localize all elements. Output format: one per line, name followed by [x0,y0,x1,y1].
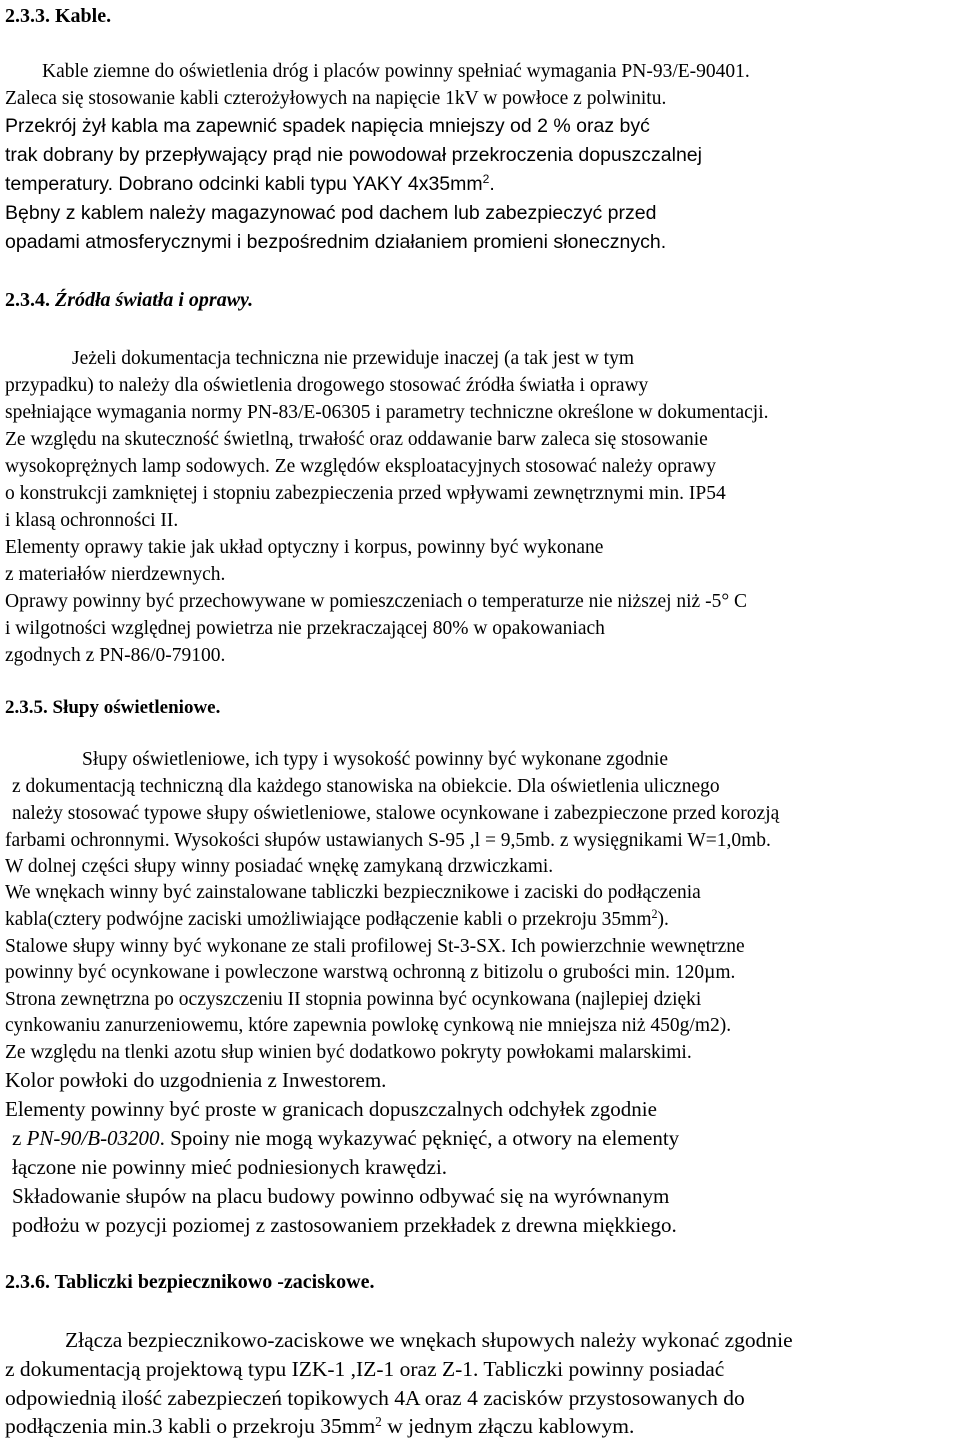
section-title: Źródła światła i oprawy. [55,289,254,311]
text-run: podłączenia min.3 kabli o przekroju 35mm [5,1414,376,1438]
paragraph-line: z materiałów nierdzewnych. [5,564,226,585]
paragraph-line: W dolnej części słupy winny posiadać wnękę zamykaną drzwiczkami. [5,856,554,877]
paragraph-line: Ze względu na skuteczność świetlną, trwałość oraz oddawanie barw zaleca się stosowanie [5,429,708,450]
paragraph-line: trak dobrany by przepływający prąd nie powodował przekroczenia dopuszczalnej [5,144,702,166]
section-heading-2-3-5: 2.3.5. Słupy oświetleniowe. [5,697,221,718]
paragraph-line: łączone nie powinny mieć podniesionych krawędzi. [12,1155,448,1179]
superscript: 2 [482,172,490,187]
text-run: w jednym złączu kablowym. [381,1414,635,1438]
text-run: . Spoiny nie mogą wykazywać pęknięć, a otwory na elementy [159,1126,680,1150]
paragraph-line: Bębny z kablem należy magazynować pod dachem lub zabezpieczyć przed [5,202,657,224]
paragraph-line: odpowiednią ilość zabezpieczeń topikowych 4A oraz 4 zacisków przystosowanych do [5,1386,745,1410]
text-run: . [489,173,495,195]
paragraph-line: powinny być ocynkowane i powleczone warstwą ochronną z bitizolu o grubości min. 120µm. [5,962,736,983]
paragraph-line: Strona zewnętrzna po oczyszczeniu II stopnia powinna być ocynkowana (najlepiej dzięki [5,989,702,1010]
paragraph-line [5,1413,635,1438]
superscript: 2 [375,1413,382,1429]
paragraph-line: Zaleca się stosowanie kabli czterożyłowych na napięcie 1kV w powłoce z polwinitu. [5,88,667,109]
paragraph-line: Elementy powinny być proste w granicach dopuszczalnych odchyłek zgodnie [5,1097,657,1121]
paragraph-line: o konstrukcji zamkniętej i stopniu zabezpieczenia przed wpływami zewnętrznymi min. IP54 [5,483,726,504]
paragraph-line: Ze względu na tlenki azotu słup winien być dodatkowo pokryty powłokami malarskimi. [5,1042,692,1063]
section-heading-2-3-3: 2.3.3. Kable. [5,5,112,27]
paragraph-line: wysokoprężnych lamp sodowych. Ze względów eksploatacyjnych stosować należy oprawy [5,456,716,477]
paragraph-line: Kable ziemne do oświetlenia dróg i placów powinny spełniać wymagania PN-93/E-90401. [42,61,750,82]
paragraph-line: Kolor powłoki do uzgodnienia z Inwestorem. [5,1068,387,1092]
paragraph-line: Przekrój żył kabla ma zapewnić spadek napięcia mniejszy od 2 % oraz być [5,115,650,137]
paragraph-line: przypadku) to należy dla oświetlenia drogowego stosować źródła światła i oprawy [5,375,649,396]
text-run: temperatury. Dobrano odcinki kabli typu YAKY 4x35mm [5,173,483,195]
paragraph-line: z dokumentacją projektową typu IZK-1 ,IZ-1 oraz Z-1. Tabliczki powinny posiadać [5,1357,725,1381]
paragraph-line: Elementy oprawy takie jak układ optyczny i korpus, powinny być wykonane [5,537,604,558]
paragraph-line: podłożu w pozycji poziomej z zastosowaniem przekładek z drewna miękkiego. [12,1213,677,1237]
paragraph-line: Składowanie słupów na placu budowy powinno odbywać się na wyrównanym [12,1184,670,1208]
paragraph-line [5,907,669,930]
paragraph-line [5,172,495,195]
paragraph-line: Jeżeli dokumentacja techniczna nie przewiduje inaczej (a tak jest w tym [72,348,634,369]
paragraph-line: We wnękach winny być zainstalowane tabliczki bezpiecznikowe i zaciski do podłączenia [5,882,701,903]
paragraph-line: z dokumentacją techniczną dla każdego stanowiska na obiekcie. Dla oświetlenia ulicznego [12,776,720,797]
paragraph-line: zgodnych z PN-86/0-79100. [5,645,226,666]
paragraph-line: Złącza bezpiecznikowo-zaciskowe we wnękach słupowych należy wykonać zgodnie [65,1328,793,1352]
superscript: 2 [651,907,658,922]
norm-reference: PN-90/B-03200 [26,1126,160,1150]
paragraph-line: spełniające wymagania normy PN-83/E-06305 i parametry techniczne określone w dokumentacji. [5,402,769,423]
paragraph-line: farbami ochronnymi. Wysokości słupów ustawianych S-95 ,l = 9,5mb. z wysięgnikami W=1,0mb. [5,830,771,851]
paragraph-line: cynkowaniu zanurzeniowemu, które zapewnia powlokę cynkową nie mniejsza niż 450g/m2). [5,1015,732,1036]
paragraph-line: Słupy oświetleniowe, ich typy i wysokość powinny być wykonane zgodnie [82,749,668,770]
paragraph-line: opadami atmosferycznymi i bezpośrednim działaniem promieni słonecznych. [5,231,667,253]
paragraph-line: i wilgotności względnej powietrza nie przekraczającej 80% w opakowaniach [5,618,605,639]
text-run: ). [657,909,669,930]
text-run: z [12,1126,27,1150]
section-heading-2-3-4 [5,290,253,310]
paragraph-line [12,1128,679,1149]
paragraph-line: i klasą ochronności II. [5,510,179,531]
section-number: 2.3.4. [5,289,55,311]
paragraph-line: Stalowe słupy winny być wykonane ze stali profilowej St-3-SX. Ich powierzchnie wewnętrzne [5,936,745,957]
section-heading-2-3-6: 2.3.6. Tabliczki bezpiecznikowo -zaciskowe. [5,1271,375,1293]
text-run: kabla(cztery podwójne zaciski umożliwiające podłączenie kabli o przekroju 35mm [5,909,652,930]
paragraph-line: Oprawy powinny być przechowywane w pomieszczeniach o temperaturze nie niższej niż -5° C [5,591,748,612]
paragraph-line: należy stosować typowe słupy oświetleniowe, stalowe ocynkowane i zabezpieczone przed korozją [12,803,780,824]
